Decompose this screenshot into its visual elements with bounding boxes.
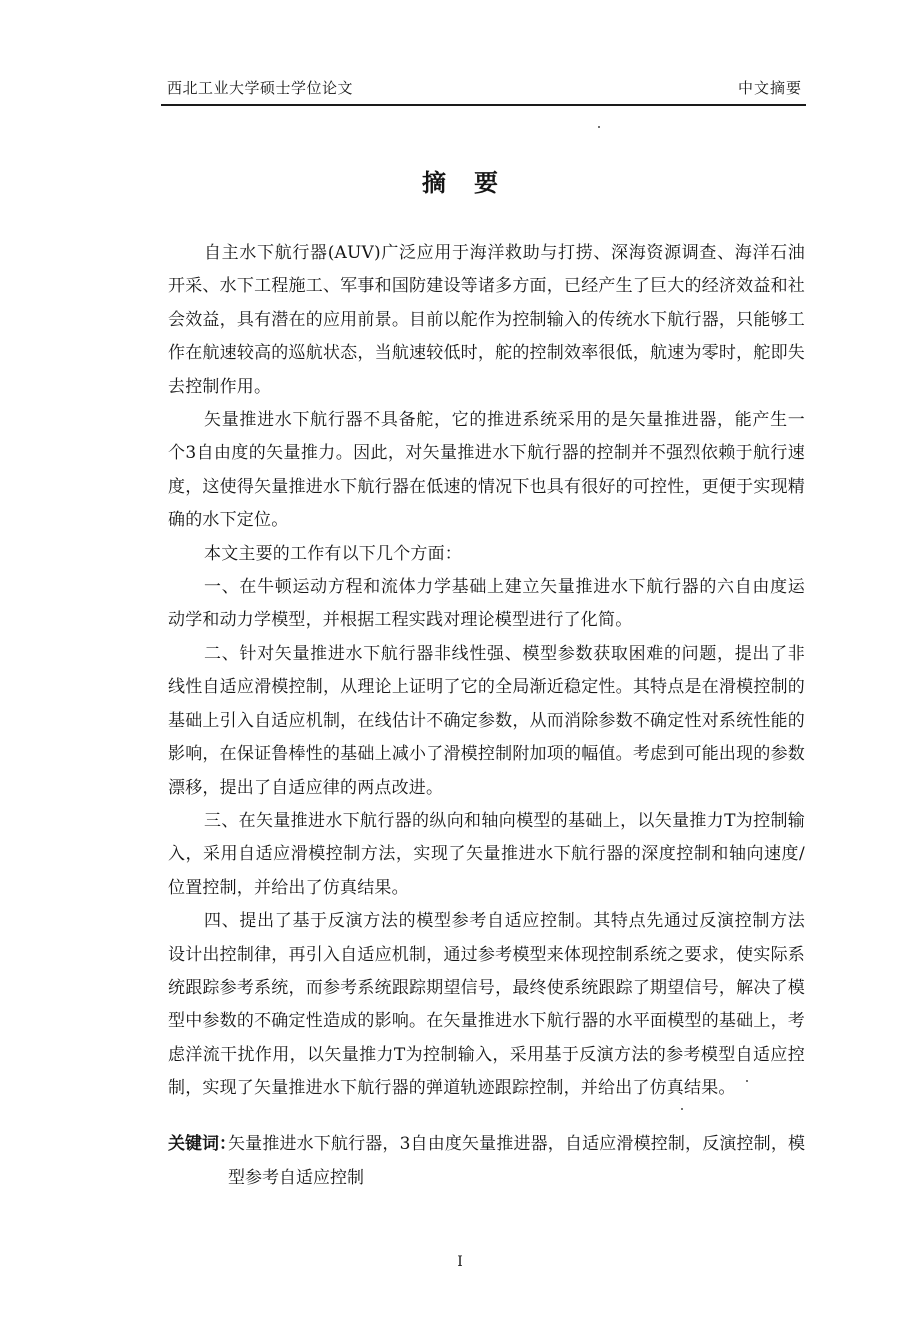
page-number: I (457, 1254, 463, 1270)
keywords-label: 关键词： (168, 1134, 236, 1154)
paragraph-vector-propulsion: 矢量推进水下航行器不具备舵，它的推进系统采用的是矢量推进器，能产生一个3自由度的矢量推力。因此，对矢量推进水下航行器的控制并不强烈依赖于航行速度，这使得矢量推进水下航行器在低速的情况下也具有很好的可控性，更便于实现精确的水下定位。 (168, 410, 805, 531)
paragraph-item-1: 一、在牛顿运动方程和流体力学基础上建立矢量推进水下航行器的六自由度运动学和动力学模型，并根据工程实践对理论模型进行了化简。 (168, 577, 805, 631)
paragraph-item-2: 二、针对矢量推进水下航行器非线性强、模型参数获取困难的问题，提出了非线性自适应滑模控制，从理论上证明了它的全局渐近稳定性。其特点是在滑模控制的基础上引入自适应机制，在线估计不确定参数，从而消除参数不确定性对系统性能的影响，在保证鲁棒性的基础上减小了滑模控制附加项的幅值。考虑到可能出现的参数漂移，提出了自适应律的两点改进。 (168, 643, 805, 798)
paragraph-intro: 自主水下航行器(AUV)广泛应用于海洋救助与打捞、深海资源调查、海洋石油开采、水下工程施工、军事和国防建设等诸多方面，已经产生了巨大的经济效益和社会效益，具有潜在的应用前景。目前以舵作为控制输入的传统水下航行器，只能够工作在航速较高的巡航状态，当航速较低时，舵的控制效率很低，航速为零时，舵即失去控制作用。 (168, 243, 805, 397)
running-header (161, 70, 806, 106)
scan-speck (746, 1080, 748, 1082)
abstract-body (168, 237, 805, 1106)
paragraph-work-overview: 本文主要的工作有以下几个方面： (204, 543, 462, 564)
keywords-text: 矢量推进水下航行器，3自由度矢量推进器，自适应滑模控制，反演控制，模型参考自适应控制 (228, 1134, 805, 1188)
scan-speck (598, 126, 600, 128)
thesis-name: 西北工业大学硕士学位论文 (167, 79, 354, 97)
section-name: 中文摘要 (737, 79, 802, 97)
scan-speck (681, 1108, 683, 1110)
keywords-block (168, 1127, 805, 1195)
abstract-title: 摘要 (422, 168, 526, 197)
paragraph-item-3: 三、在矢量推进水下航行器的纵向和轴向模型的基础上，以矢量推力T为控制输入，采用自适应滑模控制方法，实现了矢量推进水下航行器的深度控制和轴向速度/位置控制，并给出了仿真结果。 (168, 810, 805, 898)
paragraph-item-4: 四、提出了基于反演方法的模型参考自适应控制。其特点先通过反演控制方法设计出控制律，再引入自适应机制，通过参考模型来体现控制系统之要求，使实际系统跟踪参考系统，而参考系统跟踪期望信号，最终使系统跟踪了期望信号，解决了模型中参数的不确定性造成的影响。在矢量推进水下航行器的水平面模型的基础上，考虑洋流干扰作用，以矢量推力T为控制输入，采用基于反演方法的参考模型自适应控制，实现了矢量推进水下航行器的弹道轨迹跟踪控制，并给出了仿真结果。 (168, 911, 805, 1099)
